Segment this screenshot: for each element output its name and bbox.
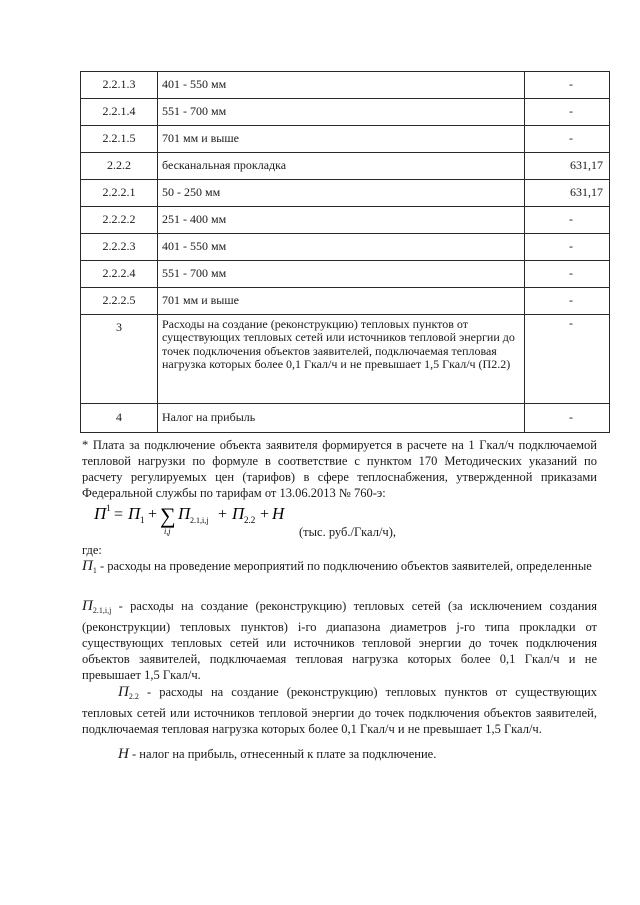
svg-text:+: + — [148, 506, 158, 523]
row-value-cell: - — [525, 288, 610, 315]
row-value-cell: 631,17 — [525, 180, 610, 207]
row-description-cell: 401 - 550 мм — [158, 72, 525, 99]
svg-text:2.2: 2.2 — [244, 515, 256, 525]
svg-text:+: + — [218, 506, 228, 523]
table-row — [81, 207, 610, 234]
row-description-cell: 251 - 400 мм — [158, 207, 525, 234]
svg-text:П: П — [94, 504, 107, 523]
definition-n — [82, 746, 597, 762]
svg-text:П: П — [128, 504, 141, 523]
row-description-cell: Расходы на создание (реконструкцию) тепловых пунктов от существующих тепловых сетей или источников тепловой энергии до точек подключения объектов заявителей, подключаемая тепловая нагрузка которых более 0,1 Гкал/ч и не превышает 1,5 Гкал/ч (П2.2) — [158, 315, 525, 404]
row-number-cell: 2.2.2 — [81, 153, 158, 180]
symbol-p22: П — [118, 684, 129, 700]
row-value-cell: - — [525, 261, 610, 288]
svg-text:=: = — [114, 506, 124, 523]
definition-p1-text: - расходы на проведение мероприятий по подключению объектов заявителей, определенные — [96, 559, 592, 573]
definition-n-text: - налог на прибыль, отнесенный к плате за подключение. — [128, 747, 437, 761]
table-row — [81, 404, 610, 433]
table-row — [81, 261, 610, 288]
svg-text:+: + — [260, 506, 270, 523]
footnote: * Плата за подключение объекта заявителя формируется в расчете на 1 Гкал/ч подключаемой тепловой нагрузки по формуле в соответствие с пунктом 170 Методических указаний по расчету регулируемых цен (тарифов) в сфере теплоснабжения, утвержденной приказами Федеральной службы по тарифам от 13.06.2013 № 760-э: — [82, 438, 597, 500]
tariff-table-body — [81, 72, 610, 433]
row-description-cell: 701 мм и выше — [158, 126, 525, 153]
row-description-cell: 401 - 550 мм — [158, 234, 525, 261]
where-label: где: — [82, 543, 102, 557]
formula-units: (тыс. руб./Гкал/ч), — [299, 525, 397, 539]
row-number-cell: 2.2.1.5 — [81, 126, 158, 153]
row-number-cell: 2.2.2.4 — [81, 261, 158, 288]
symbol-p22-sub: 2.2 — [128, 692, 139, 701]
table-row — [81, 234, 610, 261]
table-row — [81, 153, 610, 180]
symbol-p21-sub: 2.1,i,j — [92, 606, 112, 615]
row-value-cell: - — [525, 234, 610, 261]
symbol-n: Н — [118, 746, 129, 762]
svg-text:∑: ∑ — [160, 503, 176, 528]
svg-text:П: П — [178, 504, 191, 523]
row-number-cell: 2.2.2.5 — [81, 288, 158, 315]
row-number-cell: 2.2.2.2 — [81, 207, 158, 234]
row-description-cell: бесканальная прокладка — [158, 153, 525, 180]
symbol-p1-sub: 1 — [92, 566, 97, 575]
row-number-cell: 3 — [81, 315, 158, 404]
definition-p22 — [82, 684, 597, 737]
row-value-cell: - — [525, 126, 610, 153]
row-description-cell: 551 - 700 мм — [158, 99, 525, 126]
formula — [94, 503, 564, 539]
definition-p1 — [82, 558, 597, 579]
svg-text:2.1,i,j: 2.1,i,j — [190, 516, 209, 525]
row-description-cell: 701 мм и выше — [158, 288, 525, 315]
row-value-cell: - — [525, 207, 610, 234]
symbol-p1: П — [82, 558, 93, 574]
svg-text:Н: Н — [272, 504, 285, 523]
svg-text:i,j: i,j — [164, 527, 171, 536]
svg-text:П: П — [232, 504, 245, 523]
row-value-cell: - — [525, 72, 610, 99]
table-row — [81, 315, 610, 404]
table-row — [81, 180, 610, 207]
definition-p21-text: - расходы на создание (реконструкцию) тепловых сетей (за исключением создания (реконструкции) тепловых пунктов) i-го диапазона диаметров j-го типа прокладки от существующих тепловых сетей или источников тепловой энергии до точек подключения объектов заявителей, подключаемая тепловая нагрузка которых более 0,1 Гкал/ч и не превышает 1,5 Гкал/ч. — [82, 599, 597, 682]
svg-text:1: 1 — [106, 503, 111, 513]
row-number-cell: 2.2.2.3 — [81, 234, 158, 261]
table-row — [81, 99, 610, 126]
definition-p22-text: - расходы на создание (реконструкцию) тепловых пунктов от существующих тепловых сетей или источников тепловой энергии до точек подключения объектов заявителей, подключаемая тепловая нагрузка которых более 0,1 Гкал/ч и не превышает 1,5 Гкал/ч. — [82, 685, 597, 736]
definition-p21 — [82, 598, 597, 683]
row-description-cell: 551 - 700 мм — [158, 261, 525, 288]
table-row — [81, 288, 610, 315]
row-value-cell: - — [525, 315, 610, 404]
row-description-cell: Налог на прибыль — [158, 404, 525, 433]
row-number-cell: 2.2.2.1 — [81, 180, 158, 207]
symbol-p21: П — [82, 598, 93, 614]
row-description-cell: 50 - 250 мм — [158, 180, 525, 207]
row-value-cell: - — [525, 404, 610, 433]
row-number-cell: 4 — [81, 404, 158, 433]
row-number-cell: 2.2.1.3 — [81, 72, 158, 99]
row-value-cell: 631,17 — [525, 153, 610, 180]
row-number-cell: 2.2.1.4 — [81, 99, 158, 126]
table-row — [81, 72, 610, 99]
row-value-cell: - — [525, 99, 610, 126]
svg-text:1: 1 — [140, 515, 145, 525]
table-row — [81, 126, 610, 153]
tariff-table — [80, 71, 610, 433]
